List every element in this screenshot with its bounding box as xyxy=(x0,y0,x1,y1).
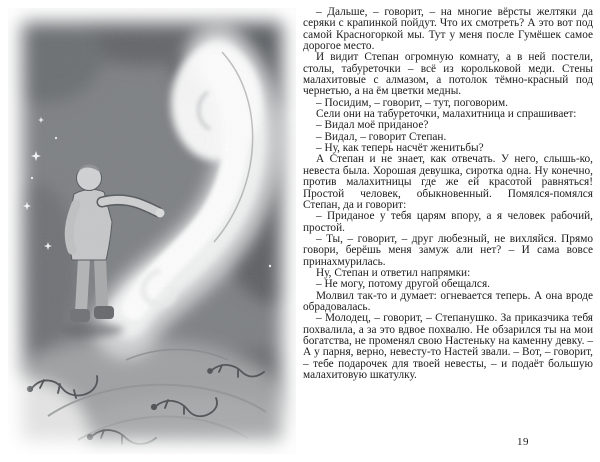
paragraph: Сели они на табуреточки, малахитница и спрашивает: xyxy=(316,108,577,121)
page-number: 19 xyxy=(517,436,529,448)
story-illustration xyxy=(8,8,296,454)
paragraph: – Посидим, – говорит, – тут, поговорим. xyxy=(316,96,508,109)
paragraph: А Степан и не знает, как отвечать. У него, слышь-ко, невеста была. Хорошая девушка, сиротка одна. Ну конечно, против малахитницы где же ей красотой равняться! Простой человек, обыкновенный. Помялся-помялся Степан, да и говорит: xyxy=(303,153,593,211)
paragraph: – Не могу, потому другой обещался. xyxy=(316,278,490,291)
paragraph: И видит Степан огромную комнату, а в ней постели, столы, табуреточки – всё из корольковой меди. Стены малахитовые с алмазом, а потолок тёмно-красный под чернетью, а на ём цветки медны. xyxy=(303,51,593,98)
pencil-grain-texture xyxy=(8,8,296,454)
paragraph: Молвил так-то и думает: огневается теперь. А она вроде обрадовалась. xyxy=(303,289,593,313)
paragraph: – Видал, – говорит Степан. xyxy=(316,130,447,143)
story-text xyxy=(303,7,593,381)
paragraph: – Видал моё приданое? xyxy=(316,119,429,132)
paragraph: – Приданое у тебя царям впору, а я человек рабочий, простой. xyxy=(303,210,593,234)
paragraph: – Молодец, – говорит, – Степанушко. За приказчика тебя похвалила, а за это вдвое похвалю. Не обзарился ты на мои богатства, не променял свою Настеньку на каменну девку. – А у парня, верно, невесту-то Настей звали. – Вот, – говорит, – тебе подарочек для твоей невесты, – и подаёт большую малахитовую шкатулку. xyxy=(303,312,593,381)
illustration-boy-reaching-swirling-spirit xyxy=(8,8,296,454)
paragraph: – Дальше, – говорит, – на многие вёрсты желтяки да серяки с крапинкой пойдут. Что их смотреть? А это вот под самой Красногоркой мы. Тут у меня после Гумёшек самое дорогое место. xyxy=(303,6,593,53)
paragraph: – Ты, – говорит, – друг любезный, не вихляйся. Прямо говори, берёшь меня замуж али нет? – И сама вовсе принахмурилась. xyxy=(303,232,593,268)
paragraph: – Ну, как теперь насчёт женитьбы? xyxy=(316,142,484,155)
paragraph: Ну, Степан и ответил напрямки: xyxy=(316,266,471,279)
